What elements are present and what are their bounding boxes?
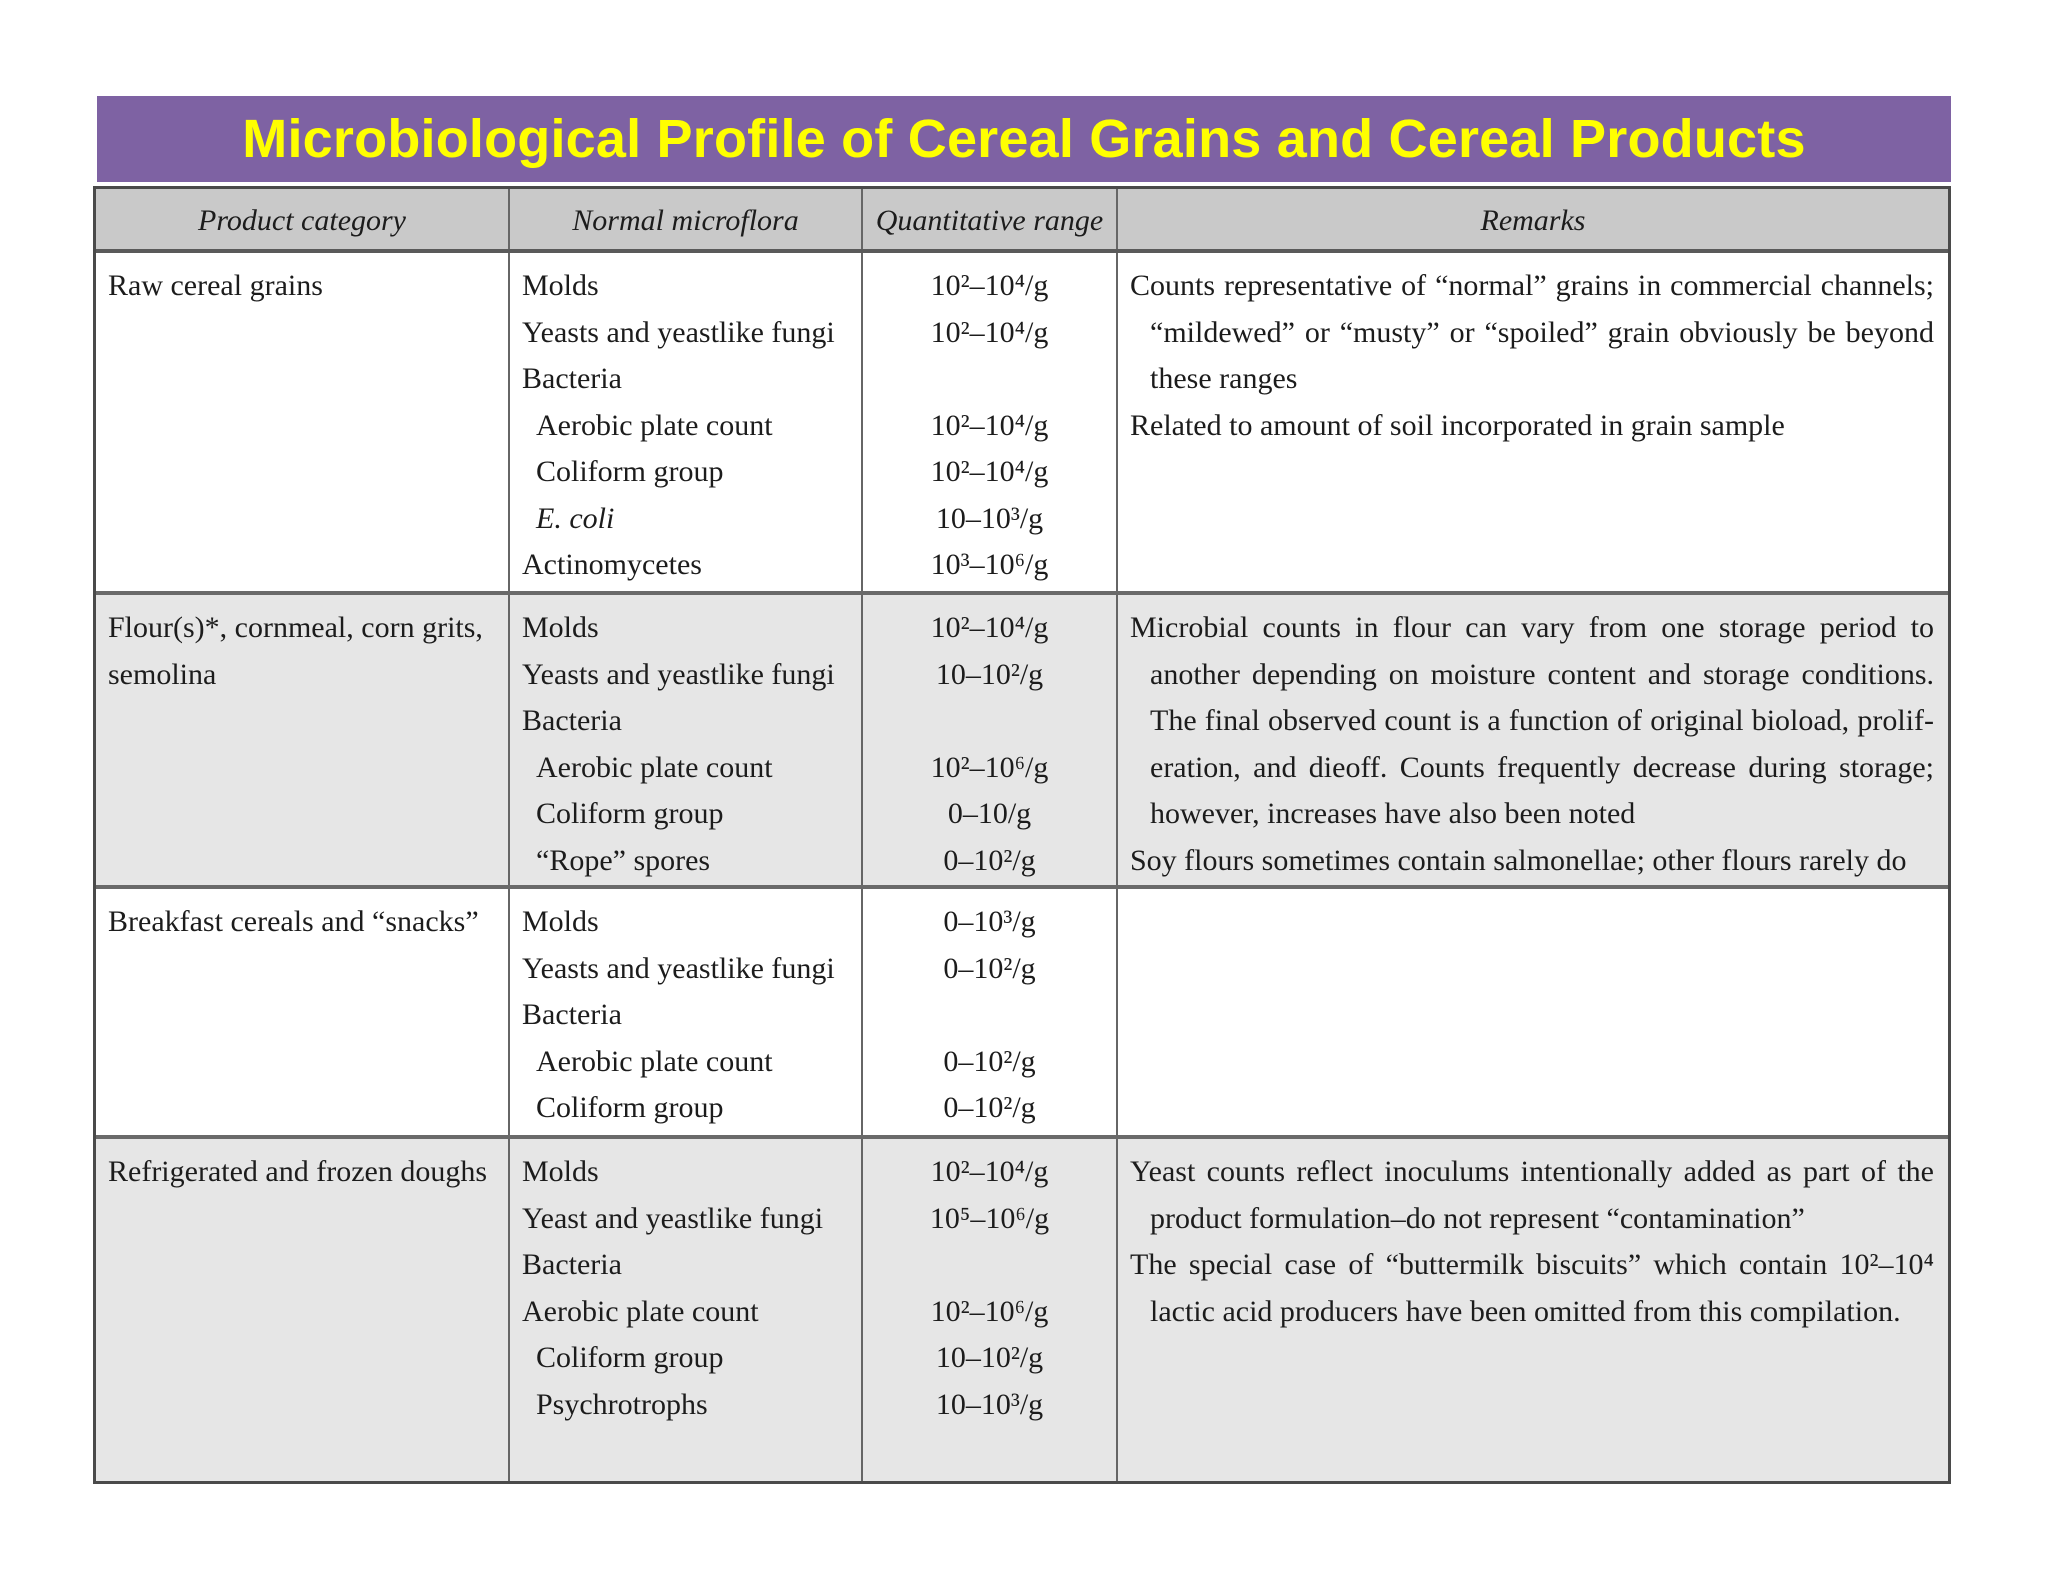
range-value: 10²–10⁴/g <box>930 408 1049 442</box>
range-value: 10⁵–10⁶/g <box>929 1201 1050 1235</box>
range-value: 10²–10⁴/g <box>930 269 1049 302</box>
microflora-item: Coliform group <box>536 797 724 830</box>
remark-line: Yeast counts reflect inoculums intentionally added as part of the <box>1130 1155 1934 1188</box>
microflora-item: Yeasts and yeastlike fungi <box>522 315 835 349</box>
microflora-item: Molds <box>522 269 599 302</box>
remarks-cell <box>1118 1139 1948 1481</box>
remark-line: Microbial counts in flour can vary from one storage period to <box>1130 611 1934 644</box>
range-value: 0–10/g <box>947 797 1032 830</box>
microflora-item: Bacteria <box>522 704 622 737</box>
category-cell <box>96 253 510 591</box>
range-value: 10²–10⁴/g <box>930 455 1049 488</box>
header-quantitative-range: Quantitative range <box>863 189 1118 249</box>
microflora-item: Coliform group <box>536 1341 724 1374</box>
microflora-item: Aerobic plate count <box>536 750 773 784</box>
range-value: 0–10²/g <box>943 951 1036 985</box>
category-cell <box>96 889 510 1135</box>
microflora-item: Actinomycetes <box>522 548 702 581</box>
remark-line: however, increases have also been noted <box>1150 797 1636 830</box>
category-cell <box>96 595 510 885</box>
header-normal-microflora: Normal microflora <box>510 189 863 249</box>
range-cell <box>863 889 1118 1135</box>
microflora-item: E. coli <box>536 501 615 535</box>
range-value <box>863 992 1116 1039</box>
range-value <box>863 356 1116 403</box>
range-cell <box>863 595 1118 885</box>
page-title: Microbiological Profile of Cereal Grains and Cereal Products <box>242 109 1806 169</box>
microflora-item: Aerobic plate count <box>536 408 773 442</box>
microflora-item: Molds <box>522 905 599 938</box>
range-value: 10²–10⁶/g <box>930 1294 1049 1328</box>
header-remarks: Remarks <box>1480 204 1586 237</box>
category-text: Raw cereal grains <box>108 269 323 302</box>
range-value: 10–10³/g <box>935 501 1044 535</box>
range-value: 10²–10⁴/g <box>930 611 1049 644</box>
category-text: Flour(s)*, cornmeal, corn grits, <box>108 611 483 644</box>
microflora-cell <box>510 1139 863 1481</box>
microflora-item: Molds <box>522 1155 599 1188</box>
range-value: 10²–10⁶/g <box>930 750 1049 784</box>
microflora-table <box>93 186 1951 1484</box>
range-value: 0–10²/g <box>943 1091 1036 1124</box>
header-product-category: Product category <box>96 189 510 249</box>
microflora-item: Yeasts and yeastlike fungi <box>522 657 835 691</box>
category-text: Breakfast cereals and “snacks” <box>108 905 479 938</box>
microflora-item: Bacteria <box>522 1248 622 1281</box>
range-value: 0–10³/g <box>943 905 1036 938</box>
range-value: 10–10³/g <box>935 1387 1044 1421</box>
remarks-cell <box>1118 889 1948 1135</box>
remark-line: Counts representative of “normal” grains in commercial channels; <box>1130 269 1934 302</box>
microflora-item: Aerobic plate count <box>536 1044 773 1078</box>
microflora-item: Molds <box>522 611 599 644</box>
table-row <box>96 889 1948 1139</box>
range-value <box>863 1242 1116 1289</box>
remark-line: these ranges <box>1150 362 1298 395</box>
remark-line: Related to amount of soil incorporated in grain sample <box>1130 408 1785 442</box>
range-value: 10³–10⁶/g <box>930 548 1049 581</box>
category-text: Refrigerated and frozen doughs <box>108 1155 488 1188</box>
range-cell <box>863 1139 1118 1481</box>
microflora-item: Yeast and yeastlike fungi <box>522 1201 824 1235</box>
category-text: semolina <box>108 657 217 691</box>
table-row <box>96 595 1948 889</box>
table-header-row <box>96 189 1948 253</box>
microflora-item: Aerobic plate count <box>522 1294 759 1328</box>
microflora-item: Bacteria <box>522 998 622 1031</box>
range-value: 10²–10⁴/g <box>930 1155 1049 1188</box>
microflora-item: Coliform group <box>536 455 724 488</box>
range-cell <box>863 253 1118 591</box>
range-value <box>863 698 1116 745</box>
range-value: 0–10²/g <box>943 1044 1036 1078</box>
remarks-cell <box>1118 253 1948 591</box>
microflora-cell <box>510 595 863 885</box>
microflora-item: Bacteria <box>522 362 622 395</box>
remark-line: Soy flours sometimes contain salmonellae; other flours rarely do <box>1130 843 1907 877</box>
table-row <box>96 1139 1948 1481</box>
remark-line: The final observed count is a function of original bioload, prolif- <box>1150 704 1934 737</box>
microflora-cell <box>510 889 863 1135</box>
range-value: 0–10²/g <box>943 843 1036 877</box>
remarks-cell <box>1118 595 1948 885</box>
range-value: 10²–10⁴/g <box>930 315 1049 349</box>
remark-line: “mildewed” or “musty” or “spoiled” grain obviously be beyond <box>1150 315 1934 349</box>
remark-line: The special case of “buttermilk biscuits” which contain 10²–10⁴ <box>1130 1248 1934 1281</box>
microflora-item: Psychrotrophs <box>536 1387 708 1421</box>
microflora-item: “Rope” spores <box>536 843 711 877</box>
microflora-item: Coliform group <box>536 1091 724 1124</box>
remark-line: another depending on moisture content and storage conditions. <box>1150 657 1934 691</box>
remark-line: product formulation–do not represent “contamination” <box>1150 1201 1805 1235</box>
microflora-item: Yeasts and yeastlike fungi <box>522 951 835 985</box>
table-row <box>96 253 1948 595</box>
remark-line: eration, and dieoff. Counts frequently decrease during storage; <box>1150 750 1934 784</box>
category-cell <box>96 1139 510 1481</box>
title-banner <box>97 96 1951 182</box>
range-value: 10–10²/g <box>935 657 1044 691</box>
remark-line: lactic acid producers have been omitted from this compilation. <box>1150 1294 1901 1328</box>
range-value: 10–10²/g <box>935 1341 1044 1374</box>
microflora-cell <box>510 253 863 591</box>
